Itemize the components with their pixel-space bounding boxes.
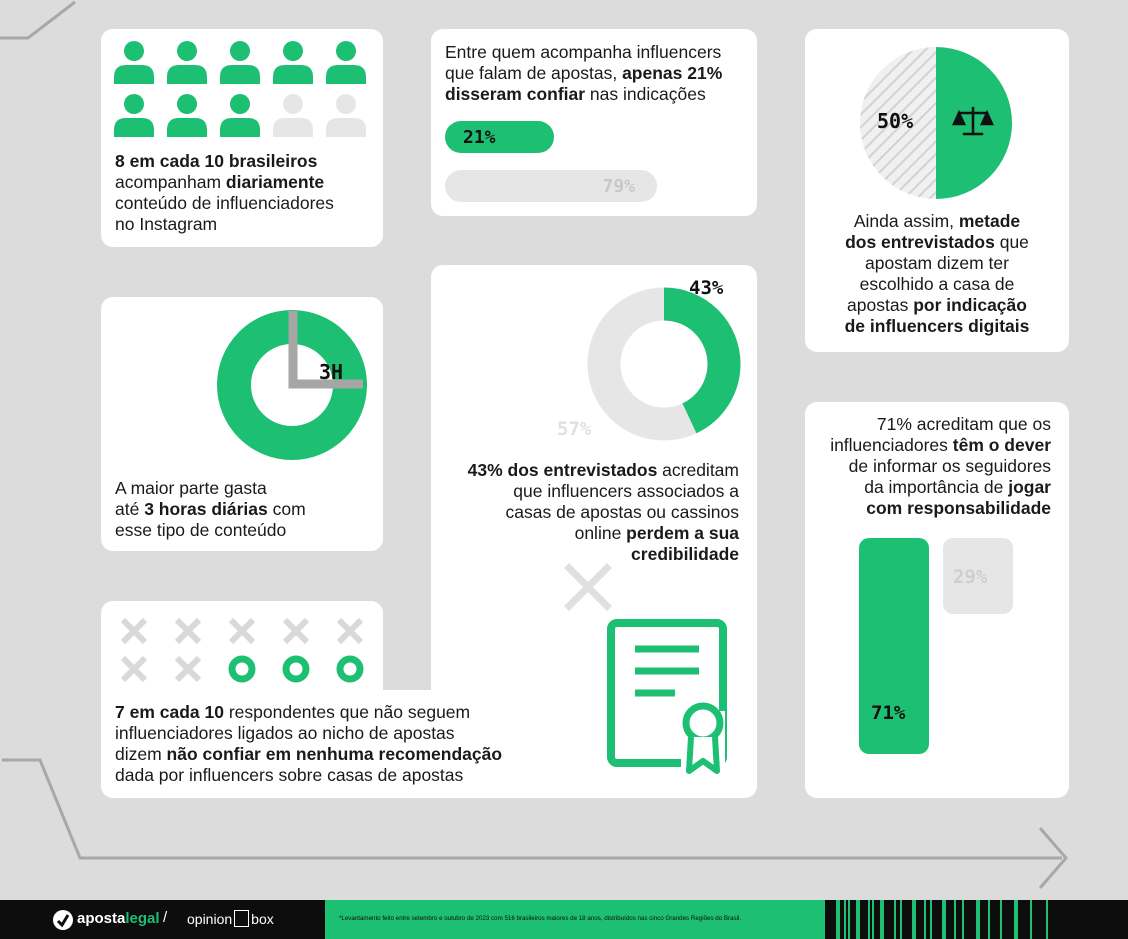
half-l4: escolhido a casa de: [859, 274, 1015, 294]
resp-l4-pre: da importância de: [864, 477, 1009, 497]
cred-l2: que influencers associados a: [513, 481, 739, 501]
trust-line1: Entre quem acompanha influencers: [445, 42, 722, 62]
trust-caption: [445, 42, 751, 105]
hours-l3: esse tipo de conteúdo: [115, 520, 287, 540]
cred-l1-post: acreditam: [657, 460, 739, 480]
footer-stripe: [976, 900, 980, 939]
cred-green-label: 43%: [689, 277, 724, 299]
cred-l4-pre: online: [574, 523, 627, 543]
cred-caption: [441, 460, 739, 565]
footer-note: *Levantamento feito entre setembro e outubro de 2023 com 516 brasileiros maiores de 18 anos, distribuídos nas cinco Grandes Regiões do Brasil.: [339, 915, 742, 922]
partner-logo: [187, 910, 274, 927]
resp-caption: [811, 414, 1051, 519]
trust-line3-bold: disseram confiar: [445, 84, 586, 104]
footer-separator: /: [163, 909, 168, 926]
footer-stripes: [830, 900, 1070, 939]
person-icon-empty: [326, 94, 366, 137]
circle-mark-icon: [340, 659, 360, 679]
footer-stripe: [1046, 900, 1048, 939]
half-l5-pre: apostas: [847, 295, 914, 315]
x-mark-icon: [231, 620, 253, 642]
footer-stripe: [988, 900, 990, 939]
resp-l5-bold: com responsabilidade: [866, 498, 1051, 518]
footer-stripe: [1000, 900, 1002, 939]
hours-l2-post: com: [267, 499, 306, 519]
resp-l3: de informar os seguidores: [848, 456, 1051, 476]
partner-box-icon: [234, 910, 249, 927]
trust-bar-79-label: 79%: [602, 175, 635, 197]
footer-stripe: [1014, 900, 1018, 939]
footer-stripe: [856, 900, 860, 939]
seven-l1-bold: 7 em cada 10: [115, 702, 224, 722]
people-line3: conteúdo de influenciadores: [115, 193, 334, 213]
people-line2-bold: diariamente: [225, 172, 325, 192]
x-mark-icon: [285, 620, 307, 642]
people-icons-grid: [101, 29, 383, 144]
footer-stripe: [924, 900, 926, 939]
hours-l2-pre: até: [115, 499, 145, 519]
people-line2-pre: acompanham: [115, 172, 226, 192]
person-icon-filled: [167, 94, 207, 137]
partner-left: opinion: [187, 911, 233, 927]
brand-right: legal: [125, 910, 160, 927]
footer-stripe: [954, 900, 956, 939]
card-trust-bars: [431, 29, 757, 216]
card-seven-in-ten: [101, 690, 528, 798]
clock-label: 3H: [319, 360, 344, 384]
person-icon-filled: [220, 41, 260, 84]
seven-l3-pre: dizem: [115, 744, 167, 764]
seven-caption: [115, 702, 525, 786]
footer-note-panel: [325, 900, 825, 939]
footer-stripe: [1030, 900, 1032, 939]
resp-bar-29: [943, 538, 1013, 614]
seven-l4: dada por influencers sobre casas de apostas: [115, 765, 464, 785]
footer-stripe: [848, 900, 850, 939]
x-mark-icon: [123, 658, 145, 680]
certificate-icon: [603, 615, 733, 775]
x-mark-icon: [177, 658, 199, 680]
trust-bar-21-label: 21%: [463, 126, 496, 148]
circle-mark-icon: [286, 659, 306, 679]
half-caption: [813, 211, 1061, 337]
seven-l3-bold: não confiar em nenhuma recomendação: [166, 744, 503, 764]
trust-line3-post: nas indicações: [585, 84, 706, 104]
half-pie-chart: [805, 29, 1069, 209]
card-people-instagram: [101, 29, 383, 247]
resp-l4-bold: jogar: [1008, 477, 1051, 497]
half-l6-bold: de influencers digitais: [844, 316, 1030, 336]
aposta-legal-logo-icon: [52, 909, 74, 931]
seven-icons-grid: [101, 605, 383, 695]
footer-stripe: [962, 900, 964, 939]
resp-l2-pre: influenciadores: [830, 435, 953, 455]
footer-stripe: [868, 900, 870, 939]
half-l2-post: que: [994, 232, 1029, 252]
card-responsibility: [805, 402, 1069, 798]
cred-l3: casas de apostas ou cassinos: [505, 502, 739, 522]
footer-stripe: [872, 900, 874, 939]
people-caption: [115, 151, 377, 235]
cred-gray-label: 57%: [557, 418, 592, 440]
footer-stripe: [930, 900, 932, 939]
person-icon-filled: [273, 41, 313, 84]
person-icon-filled: [114, 41, 154, 84]
brand-logo: [77, 910, 160, 927]
cred-l1-bold: 43% dos entrevistados: [467, 460, 658, 480]
half-l1-bold: metade: [958, 211, 1021, 231]
resp-bar-71: [859, 538, 929, 754]
footer-stripe: [912, 900, 916, 939]
hours-l2-bold: 3 horas diárias: [144, 499, 268, 519]
resp-bar-71-label: 71%: [871, 702, 906, 724]
card-three-hours: [101, 297, 383, 551]
seven-l2: influenciadores ligados ao nicho de apostas: [115, 723, 455, 743]
half-l3: apostam dizem ter: [865, 253, 1009, 273]
trust-line2-bold: apenas 21%: [622, 63, 723, 83]
hours-l1: A maior parte gasta: [115, 478, 267, 498]
person-icon-filled: [114, 94, 154, 137]
footer: [0, 900, 1128, 939]
resp-bar-29-label: 29%: [953, 566, 988, 588]
resp-l1: 71% acreditam que os: [876, 414, 1051, 434]
circle-mark-icon: [232, 659, 252, 679]
x-mark-icon: [339, 620, 361, 642]
footer-stripe: [880, 900, 884, 939]
footer-stripe: [894, 900, 896, 939]
person-icon-empty: [273, 94, 313, 137]
partner-right: box: [251, 911, 274, 927]
hours-caption: [115, 478, 377, 541]
seven-l1-post: respondentes que não seguem: [223, 702, 471, 722]
card-half-pie: [805, 29, 1069, 352]
trust-line2-pre: que falam de apostas,: [445, 63, 623, 83]
footer-stripe: [844, 900, 846, 939]
cred-l5-bold: credibilidade: [631, 544, 739, 564]
half-l5-bold: por indicação: [913, 295, 1027, 315]
cred-l4-bold: perdem a sua: [626, 523, 739, 543]
person-icon-filled: [167, 41, 207, 84]
clock-donut-chart: [101, 297, 383, 477]
trust-bar-21: [445, 121, 554, 153]
x-mark-icon: [123, 620, 145, 642]
x-icon: [561, 560, 621, 620]
trust-bar-79: [445, 170, 657, 202]
person-icon-filled: [220, 94, 260, 137]
brand-left: aposta: [77, 910, 126, 927]
people-line1: 8 em cada 10 brasileiros: [115, 151, 318, 171]
footer-stripe: [836, 900, 840, 939]
x-mark-icon: [177, 620, 199, 642]
half-pie-label: 50%: [877, 109, 914, 133]
people-line4: no Instagram: [115, 214, 218, 234]
footer-stripe: [942, 900, 946, 939]
half-l1-pre: Ainda assim,: [853, 211, 959, 231]
footer-stripe: [900, 900, 902, 939]
resp-l2-bold: têm o dever: [952, 435, 1051, 455]
person-icon-filled: [326, 41, 366, 84]
half-l2-bold: dos entrevistados: [845, 232, 995, 252]
